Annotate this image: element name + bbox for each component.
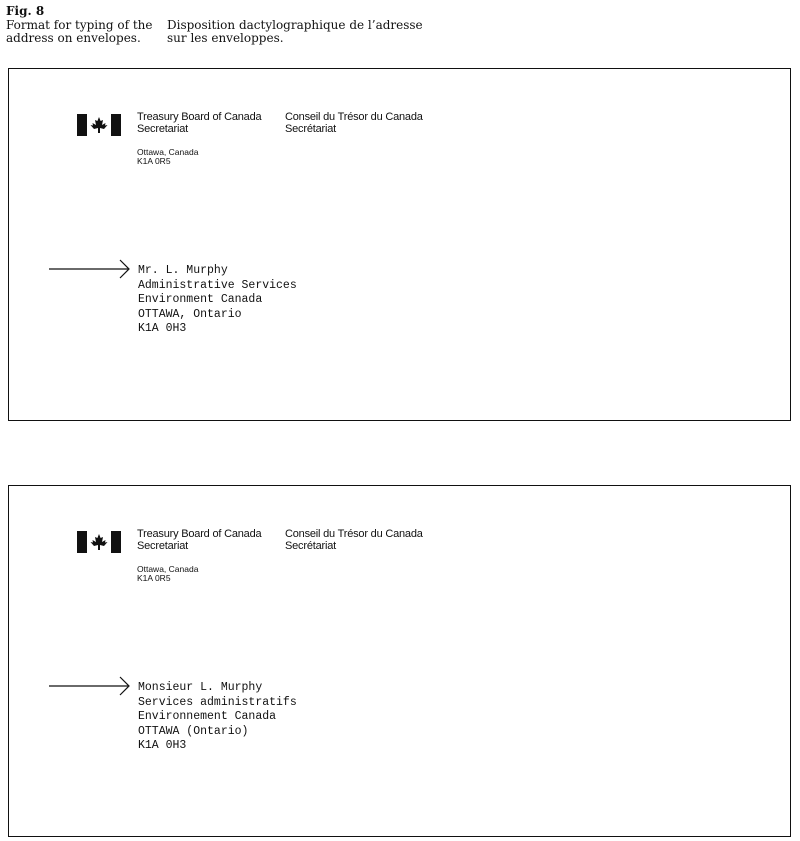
recipient-address — [138, 681, 297, 754]
figure-caption — [6, 4, 423, 45]
canada-flag-icon — [77, 114, 121, 136]
caption-english-line: address on envelopes. — [6, 31, 141, 45]
sender-english-line: Treasury Board of Canada — [137, 111, 262, 123]
recipient-line: Mr. L. Murphy — [138, 264, 228, 277]
recipient-line: K1A 0H3 — [138, 739, 187, 752]
caption-french-line: Disposition dactylographique de l’adresse — [167, 18, 423, 32]
return-address-line: Ottawa, Canada — [137, 564, 199, 574]
recipient-line: Services administratifs — [138, 695, 297, 709]
sender-french-line: Secrétariat — [285, 123, 336, 135]
caption-english — [6, 19, 156, 45]
recipient-line: OTTAWA, Ontario — [138, 307, 242, 321]
sender-french — [285, 111, 423, 135]
sender-french-line: Secrétariat — [285, 540, 336, 552]
sender-english-line: Secretariat — [137, 540, 188, 552]
sender-english — [137, 528, 261, 552]
sender-english-line: Treasury Board of Canada — [137, 528, 262, 540]
return-address-line: K1A 0R5 — [137, 573, 171, 583]
caption-french — [167, 19, 427, 45]
recipient-line: OTTAWA (Ontario) — [138, 724, 249, 738]
sender-english-line: Secretariat — [137, 123, 188, 135]
caption-french-line: sur les enveloppes. — [167, 31, 284, 45]
recipient-line: Administrative Services — [138, 278, 297, 292]
recipient-line: K1A 0H3 — [138, 322, 187, 335]
return-address — [137, 565, 198, 583]
recipient-line: Environment Canada — [138, 293, 263, 306]
sender-french-line: Conseil du Trésor du Canada — [285, 111, 423, 123]
return-address-line: Ottawa, Canada — [137, 147, 199, 157]
sender-french — [285, 528, 423, 552]
sender-english — [137, 111, 261, 135]
canada-flag-icon — [77, 531, 121, 553]
envelope-english — [8, 68, 791, 421]
recipient-address — [138, 264, 297, 337]
envelope-french — [8, 485, 791, 837]
return-address-line: K1A 0R5 — [137, 156, 171, 166]
sender-french-line: Conseil du Trésor du Canada — [285, 528, 423, 540]
figure-label: Fig. 8 — [6, 4, 45, 18]
recipient-line: Monsieur L. Murphy — [138, 681, 263, 694]
caption-english-line: Format for typing of the — [6, 18, 153, 32]
return-address — [137, 148, 198, 166]
arrow-right-icon — [49, 675, 133, 697]
arrow-right-icon — [49, 258, 133, 280]
recipient-line: Environnement Canada — [138, 710, 277, 723]
